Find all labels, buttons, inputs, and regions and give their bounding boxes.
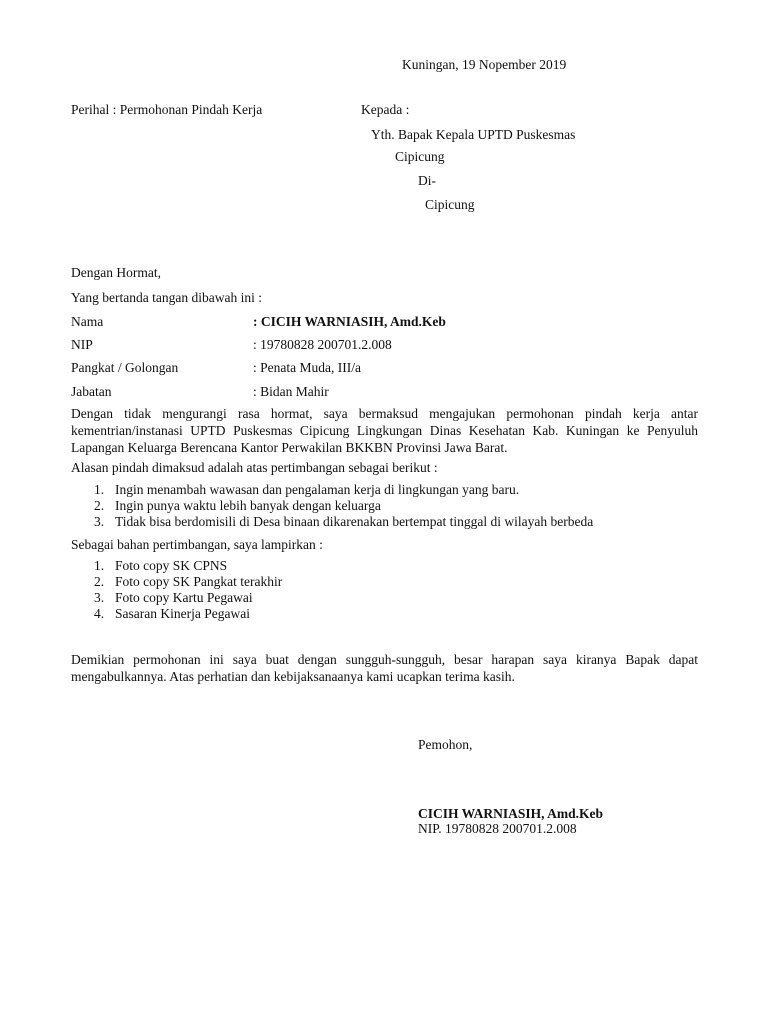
list-text: Foto copy SK Pangkat terakhir <box>115 574 283 589</box>
list-text: Tidak bisa berdomisili di Desa binaan dikarenakan bertempat tinggal di wilayah berbeda <box>115 514 594 529</box>
field-value-jabatan: : Bidan Mahir <box>253 384 329 399</box>
list-number: 2. <box>94 574 105 589</box>
field-value-nip: : 19780828 200701.2.008 <box>253 337 392 352</box>
intro-line: Yang bertanda tangan dibawah ini : <box>71 290 262 305</box>
list-item <box>71 498 593 514</box>
list-item <box>71 590 282 606</box>
list-number: 3. <box>94 514 105 529</box>
list-number: 4. <box>94 606 105 621</box>
signature-nip: NIP. 19780828 200701.2.008 <box>418 821 577 836</box>
list-item <box>71 482 593 498</box>
list-item <box>71 574 282 590</box>
body-paragraph: Dengan tidak mengurangi rasa hormat, saya bermaksud mengajukan permohonan pindah kerja antar kementrian/instanasi UPTD Puskesmas Cipicung Lingkungan Dinas Kesehatan Kab. Kuningan ke Penyuluh Lapangan Keluarga Berencana Kantor Perwakilan BKKBN Provinsi Jawa Barat. <box>71 406 698 455</box>
list-item <box>71 514 593 530</box>
list-text: Foto copy SK CPNS <box>115 558 228 573</box>
field-label-nip: NIP <box>71 337 93 352</box>
field-value-pangkat: : Penata Muda, III/a <box>253 360 361 375</box>
recipient-line-3: Di- <box>418 173 436 188</box>
list-text: Ingin punya waktu lebih banyak dengan keluarga <box>115 498 381 513</box>
list-number: 3. <box>94 590 105 605</box>
reasons-intro: Alasan pindah dimaksud adalah atas pertimbangan sebagai berikut : <box>71 460 438 475</box>
closing-paragraph: Demikian permohonan ini saya buat dengan sungguh-sungguh, besar harapan saya kiranya Bapak dapat mengabulkannya. Atas perhatian dan kebijaksanaanya kami ucapkan terima kasih. <box>71 652 698 684</box>
attachments-list <box>71 558 282 622</box>
greeting: Dengan Hormat, <box>71 265 161 280</box>
recipient-line-4: Cipicung <box>425 197 475 212</box>
list-text: Ingin menambah wawasan dan pengalaman kerja di lingkungan yang baru. <box>115 482 520 497</box>
field-label-pangkat: Pangkat / Golongan <box>71 360 179 375</box>
field-label-nama: Nama <box>71 314 104 329</box>
field-label-jabatan: Jabatan <box>71 384 112 399</box>
date-line: Kuningan, 19 Nopember 2019 <box>402 57 567 72</box>
subject-line: Perihal : Permohonan Pindah Kerja <box>71 102 263 117</box>
list-number: 1. <box>94 558 105 573</box>
recipient-to-label: Kepada : <box>361 102 410 117</box>
signature-label: Pemohon, <box>418 737 473 752</box>
list-item <box>71 558 282 574</box>
recipient-line-1: Yth. Bapak Kepala UPTD Puskesmas <box>371 127 576 142</box>
list-number: 2. <box>94 498 105 513</box>
reasons-list <box>71 482 593 530</box>
list-text: Sasaran Kinerja Pegawai <box>115 606 250 621</box>
list-text: Foto copy Kartu Pegawai <box>115 590 253 605</box>
list-item <box>71 606 282 622</box>
recipient-line-2: Cipicung <box>395 149 445 164</box>
field-value-nama: : CICIH WARNIASIH, Amd.Keb <box>253 314 446 329</box>
signature-name: CICIH WARNIASIH, Amd.Keb <box>418 806 604 821</box>
attachments-intro: Sebagai bahan pertimbangan, saya lampirkan : <box>71 537 323 552</box>
list-number: 1. <box>94 482 105 497</box>
